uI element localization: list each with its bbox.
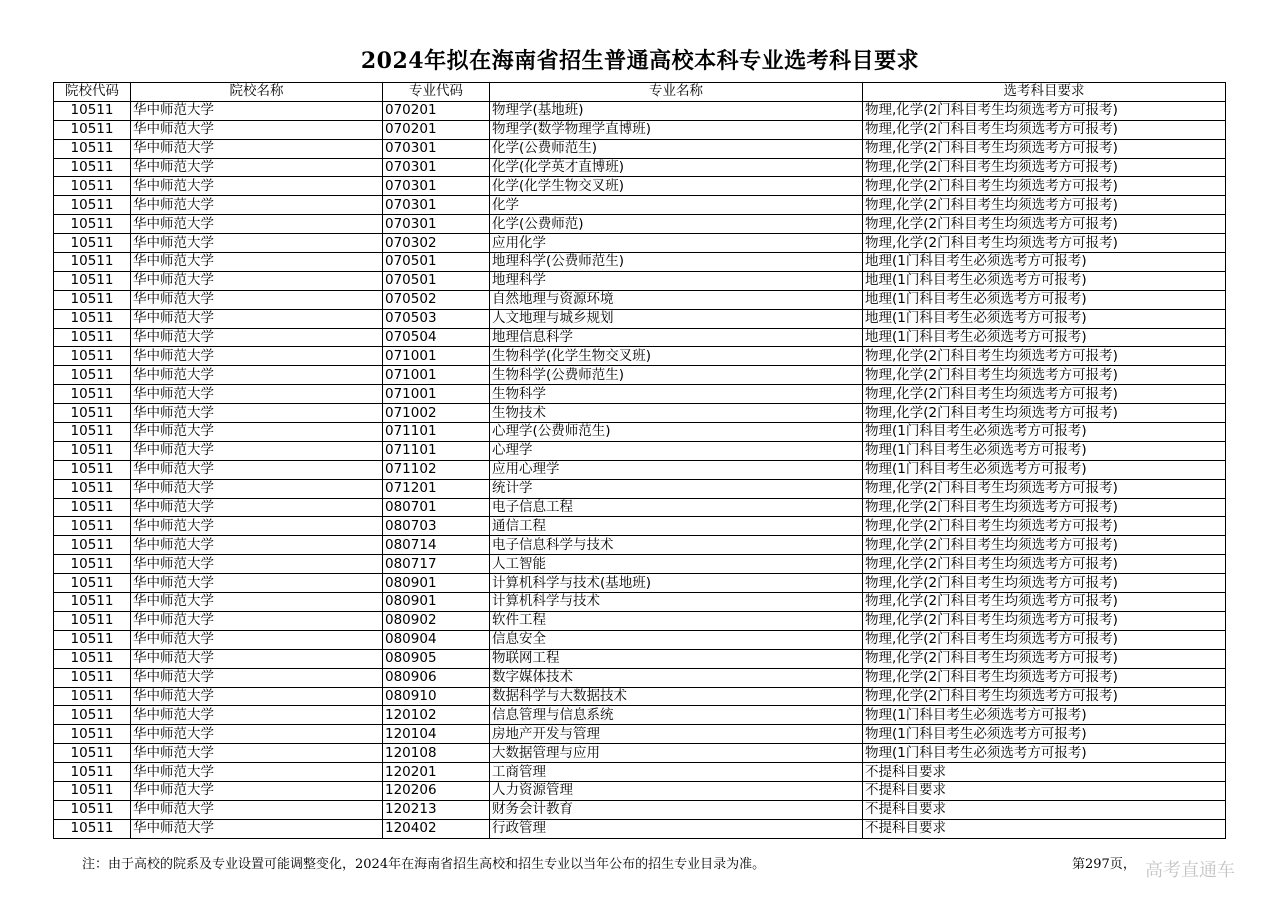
table-row xyxy=(54,347,1226,366)
subject-requirement-cell: 物理,化学(2门科目考生均须选考方可报考) xyxy=(863,158,1226,177)
school-code-cell: 10511 xyxy=(54,687,131,706)
major-code-cell: 120206 xyxy=(383,781,490,800)
school-name-cell: 华中师范大学 xyxy=(131,781,383,800)
school-code-cell: 10511 xyxy=(54,234,131,253)
school-code-cell: 10511 xyxy=(54,574,131,593)
table-row xyxy=(54,781,1226,800)
major-code-cell: 120213 xyxy=(383,800,490,819)
school-name-cell: 华中师范大学 xyxy=(131,271,383,290)
table-row xyxy=(54,800,1226,819)
subject-requirement-cell: 物理,化学(2门科目考生均须选考方可报考) xyxy=(863,479,1226,498)
school-name-cell: 华中师范大学 xyxy=(131,725,383,744)
major-name-cell: 化学(公费师范生) xyxy=(490,139,863,158)
school-name-cell: 华中师范大学 xyxy=(131,347,383,366)
table-row xyxy=(54,649,1226,668)
school-code-cell: 10511 xyxy=(54,309,131,328)
major-code-cell: 120201 xyxy=(383,763,490,782)
subject-requirement-cell: 物理,化学(2门科目考生均须选考方可报考) xyxy=(863,555,1226,574)
subject-requirement-cell: 物理,化学(2门科目考生均须选考方可报考) xyxy=(863,215,1226,234)
major-name-cell: 地理信息科学 xyxy=(490,328,863,347)
school-code-cell: 10511 xyxy=(54,706,131,725)
school-code-cell: 10511 xyxy=(54,385,131,404)
school-code-cell: 10511 xyxy=(54,441,131,460)
school-code-cell: 10511 xyxy=(54,328,131,347)
major-name-cell: 心理学 xyxy=(490,441,863,460)
school-name-cell: 华中师范大学 xyxy=(131,611,383,630)
subject-requirement-cell: 地理(1门科目考生必须选考方可报考) xyxy=(863,290,1226,309)
table-row xyxy=(54,819,1226,838)
subject-requirement-cell: 物理,化学(2门科目考生均须选考方可报考) xyxy=(863,120,1226,139)
major-name-cell: 地理科学(公费师范生) xyxy=(490,253,863,272)
school-code-cell: 10511 xyxy=(54,763,131,782)
school-name-cell: 华中师范大学 xyxy=(131,649,383,668)
school-code-cell: 10511 xyxy=(54,120,131,139)
school-code-cell: 10511 xyxy=(54,101,131,120)
major-code-cell: 080906 xyxy=(383,668,490,687)
major-name-cell: 生物科学(化学生物交叉班) xyxy=(490,347,863,366)
school-code-cell: 10511 xyxy=(54,593,131,612)
watermark-text: 高考直通车 xyxy=(1145,860,1235,881)
major-name-cell: 计算机科学与技术(基地班) xyxy=(490,574,863,593)
major-code-cell: 070302 xyxy=(383,234,490,253)
major-code-cell: 120402 xyxy=(383,819,490,838)
school-code-cell: 10511 xyxy=(54,290,131,309)
major-name-cell: 行政管理 xyxy=(490,819,863,838)
major-code-cell: 080717 xyxy=(383,555,490,574)
major-code-cell: 070504 xyxy=(383,328,490,347)
major-code-cell: 070502 xyxy=(383,290,490,309)
school-name-cell: 华中师范大学 xyxy=(131,498,383,517)
school-code-cell: 10511 xyxy=(54,498,131,517)
major-name-cell: 人力资源管理 xyxy=(490,781,863,800)
major-code-cell: 120108 xyxy=(383,744,490,763)
subject-requirement-cell: 物理(1门科目考生必须选考方可报考) xyxy=(863,744,1226,763)
major-name-cell: 地理科学 xyxy=(490,271,863,290)
school-name-cell: 华中师范大学 xyxy=(131,819,383,838)
table-row xyxy=(54,706,1226,725)
table-row xyxy=(54,290,1226,309)
major-code-cell: 070503 xyxy=(383,309,490,328)
subject-requirement-cell: 物理,化学(2门科目考生均须选考方可报考) xyxy=(863,687,1226,706)
school-name-cell: 华中师范大学 xyxy=(131,517,383,536)
school-name-cell: 华中师范大学 xyxy=(131,215,383,234)
school-code-cell: 10511 xyxy=(54,744,131,763)
major-name-cell: 数字媒体技术 xyxy=(490,668,863,687)
school-code-cell: 10511 xyxy=(54,271,131,290)
school-name-cell: 华中师范大学 xyxy=(131,441,383,460)
subject-requirement-cell: 物理(1门科目考生必须选考方可报考) xyxy=(863,441,1226,460)
major-code-cell: 080901 xyxy=(383,593,490,612)
school-name-cell: 华中师范大学 xyxy=(131,630,383,649)
subject-requirement-cell: 物理,化学(2门科目考生均须选考方可报考) xyxy=(863,234,1226,253)
major-name-cell: 数据科学与大数据技术 xyxy=(490,687,863,706)
major-code-cell: 080902 xyxy=(383,611,490,630)
major-code-cell: 080703 xyxy=(383,517,490,536)
subject-requirement-cell: 物理,化学(2门科目考生均须选考方可报考) xyxy=(863,498,1226,517)
subject-requirement-cell: 物理,化学(2门科目考生均须选考方可报考) xyxy=(863,177,1226,196)
subject-requirement-cell: 物理,化学(2门科目考生均须选考方可报考) xyxy=(863,196,1226,215)
school-code-cell: 10511 xyxy=(54,611,131,630)
subject-requirement-cell: 物理,化学(2门科目考生均须选考方可报考) xyxy=(863,347,1226,366)
table-row xyxy=(54,460,1226,479)
major-name-cell: 通信工程 xyxy=(490,517,863,536)
major-code-cell: 071001 xyxy=(383,347,490,366)
major-name-cell: 房地产开发与管理 xyxy=(490,725,863,744)
header-major-name: 专业名称 xyxy=(490,83,863,102)
major-code-cell: 070301 xyxy=(383,158,490,177)
header-major-code: 专业代码 xyxy=(383,83,490,102)
school-code-cell: 10511 xyxy=(54,725,131,744)
major-code-cell: 071001 xyxy=(383,385,490,404)
table-row xyxy=(54,385,1226,404)
table-row xyxy=(54,271,1226,290)
school-name-cell: 华中师范大学 xyxy=(131,800,383,819)
major-name-cell: 生物科学 xyxy=(490,385,863,404)
subject-requirement-cell: 物理,化学(2门科目考生均须选考方可报考) xyxy=(863,101,1226,120)
school-name-cell: 华中师范大学 xyxy=(131,120,383,139)
school-name-cell: 华中师范大学 xyxy=(131,687,383,706)
school-code-cell: 10511 xyxy=(54,215,131,234)
school-code-cell: 10511 xyxy=(54,555,131,574)
school-name-cell: 华中师范大学 xyxy=(131,366,383,385)
school-name-cell: 华中师范大学 xyxy=(131,460,383,479)
major-name-cell: 信息管理与信息系统 xyxy=(490,706,863,725)
school-code-cell: 10511 xyxy=(54,479,131,498)
school-name-cell: 华中师范大学 xyxy=(131,139,383,158)
subject-requirement-cell: 物理,化学(2门科目考生均须选考方可报考) xyxy=(863,385,1226,404)
school-code-cell: 10511 xyxy=(54,158,131,177)
school-name-cell: 华中师范大学 xyxy=(131,593,383,612)
page-title: 2024年拟在海南省招生普通高校本科专业选考科目要求 xyxy=(360,48,920,74)
major-name-cell: 财务会计教育 xyxy=(490,800,863,819)
table-row xyxy=(54,555,1226,574)
major-code-cell: 070301 xyxy=(383,196,490,215)
subject-requirement-cell: 物理,化学(2门科目考生均须选考方可报考) xyxy=(863,611,1226,630)
major-code-cell: 080904 xyxy=(383,630,490,649)
major-name-cell: 生物技术 xyxy=(490,404,863,423)
school-name-cell: 华中师范大学 xyxy=(131,234,383,253)
subject-requirement-cell: 物理,化学(2门科目考生均须选考方可报考) xyxy=(863,574,1226,593)
table-row xyxy=(54,630,1226,649)
school-name-cell: 华中师范大学 xyxy=(131,555,383,574)
major-code-cell: 070301 xyxy=(383,215,490,234)
table-row xyxy=(54,120,1226,139)
school-name-cell: 华中师范大学 xyxy=(131,290,383,309)
subject-requirement-cell: 物理,化学(2门科目考生均须选考方可报考) xyxy=(863,366,1226,385)
major-name-cell: 化学(公费师范) xyxy=(490,215,863,234)
school-code-cell: 10511 xyxy=(54,423,131,442)
school-name-cell: 华中师范大学 xyxy=(131,536,383,555)
table-row xyxy=(54,423,1226,442)
subject-requirement-cell: 物理,化学(2门科目考生均须选考方可报考) xyxy=(863,404,1226,423)
major-code-cell: 120102 xyxy=(383,706,490,725)
major-name-cell: 物理学(基地班) xyxy=(490,101,863,120)
school-code-cell: 10511 xyxy=(54,196,131,215)
table-row xyxy=(54,725,1226,744)
major-name-cell: 化学(化学英才直博班) xyxy=(490,158,863,177)
table-row xyxy=(54,536,1226,555)
school-name-cell: 华中师范大学 xyxy=(131,479,383,498)
major-name-cell: 化学 xyxy=(490,196,863,215)
major-code-cell: 120104 xyxy=(383,725,490,744)
major-name-cell: 大数据管理与应用 xyxy=(490,744,863,763)
school-name-cell: 华中师范大学 xyxy=(131,196,383,215)
school-code-cell: 10511 xyxy=(54,460,131,479)
school-code-cell: 10511 xyxy=(54,139,131,158)
subject-requirement-cell: 不提科目要求 xyxy=(863,819,1226,838)
table-row xyxy=(54,498,1226,517)
major-name-cell: 计算机科学与技术 xyxy=(490,593,863,612)
header-subject-requirement: 选考科目要求 xyxy=(863,83,1226,102)
table-row xyxy=(54,101,1226,120)
subject-requirement-cell: 物理(1门科目考生必须选考方可报考) xyxy=(863,423,1226,442)
major-code-cell: 071001 xyxy=(383,366,490,385)
school-code-cell: 10511 xyxy=(54,177,131,196)
footer-note: 注：由于高校的院系及专业设置可能调整变化，2024年在海南省招生高校和招生专业以当年公布的招生专业目录为准。 xyxy=(82,857,766,872)
school-name-cell: 华中师范大学 xyxy=(131,423,383,442)
table-row xyxy=(54,158,1226,177)
page-number: 第297页， xyxy=(1072,857,1136,872)
table-row xyxy=(54,744,1226,763)
school-code-cell: 10511 xyxy=(54,819,131,838)
table-row xyxy=(54,253,1226,272)
school-code-cell: 10511 xyxy=(54,404,131,423)
table-row xyxy=(54,196,1226,215)
major-name-cell: 工商管理 xyxy=(490,763,863,782)
school-code-cell: 10511 xyxy=(54,347,131,366)
major-name-cell: 统计学 xyxy=(490,479,863,498)
subject-requirement-cell: 物理,化学(2门科目考生均须选考方可报考) xyxy=(863,668,1226,687)
school-name-cell: 华中师范大学 xyxy=(131,744,383,763)
major-code-cell: 070301 xyxy=(383,139,490,158)
major-name-cell: 心理学(公费师范生) xyxy=(490,423,863,442)
table-row xyxy=(54,177,1226,196)
major-code-cell: 080910 xyxy=(383,687,490,706)
subject-requirement-cell: 地理(1门科目考生必须选考方可报考) xyxy=(863,253,1226,272)
school-code-cell: 10511 xyxy=(54,649,131,668)
school-name-cell: 华中师范大学 xyxy=(131,668,383,687)
table-row xyxy=(54,441,1226,460)
major-code-cell: 070501 xyxy=(383,253,490,272)
school-name-cell: 华中师范大学 xyxy=(131,158,383,177)
table-row xyxy=(54,687,1226,706)
major-code-cell: 071102 xyxy=(383,460,490,479)
school-code-cell: 10511 xyxy=(54,800,131,819)
school-code-cell: 10511 xyxy=(54,366,131,385)
subject-requirement-cell: 物理,化学(2门科目考生均须选考方可报考) xyxy=(863,536,1226,555)
subject-requirement-cell: 物理,化学(2门科目考生均须选考方可报考) xyxy=(863,649,1226,668)
school-code-cell: 10511 xyxy=(54,630,131,649)
header-school-name: 院校名称 xyxy=(131,83,383,102)
school-code-cell: 10511 xyxy=(54,668,131,687)
subject-requirement-cell: 地理(1门科目考生必须选考方可报考) xyxy=(863,309,1226,328)
major-code-cell: 070301 xyxy=(383,177,490,196)
table-row xyxy=(54,574,1226,593)
subject-requirement-cell: 物理(1门科目考生必须选考方可报考) xyxy=(863,706,1226,725)
table-row xyxy=(54,366,1226,385)
major-code-cell: 080701 xyxy=(383,498,490,517)
major-code-cell: 071101 xyxy=(383,441,490,460)
table-row xyxy=(54,611,1226,630)
subject-requirements-table xyxy=(53,82,1226,839)
table-row xyxy=(54,479,1226,498)
major-code-cell: 080714 xyxy=(383,536,490,555)
table-row xyxy=(54,215,1226,234)
major-name-cell: 化学(化学生物交叉班) xyxy=(490,177,863,196)
major-name-cell: 电子信息工程 xyxy=(490,498,863,517)
major-name-cell: 人文地理与城乡规划 xyxy=(490,309,863,328)
major-name-cell: 软件工程 xyxy=(490,611,863,630)
table-body xyxy=(54,101,1226,838)
major-name-cell: 电子信息科学与技术 xyxy=(490,536,863,555)
table-row xyxy=(54,593,1226,612)
school-name-cell: 华中师范大学 xyxy=(131,574,383,593)
header-school-code: 院校代码 xyxy=(54,83,131,102)
school-name-cell: 华中师范大学 xyxy=(131,763,383,782)
subject-requirement-cell: 物理,化学(2门科目考生均须选考方可报考) xyxy=(863,517,1226,536)
subject-requirement-cell: 地理(1门科目考生必须选考方可报考) xyxy=(863,271,1226,290)
table-row xyxy=(54,328,1226,347)
major-name-cell: 物理学(数学物理学直博班) xyxy=(490,120,863,139)
subject-requirement-cell: 物理,化学(2门科目考生均须选考方可报考) xyxy=(863,630,1226,649)
subject-requirement-cell: 不提科目要求 xyxy=(863,800,1226,819)
school-name-cell: 华中师范大学 xyxy=(131,706,383,725)
school-name-cell: 华中师范大学 xyxy=(131,177,383,196)
subject-requirement-cell: 物理,化学(2门科目考生均须选考方可报考) xyxy=(863,593,1226,612)
table-row xyxy=(54,517,1226,536)
subject-requirement-cell: 不提科目要求 xyxy=(863,781,1226,800)
table-row xyxy=(54,668,1226,687)
subject-requirement-cell: 物理(1门科目考生必须选考方可报考) xyxy=(863,725,1226,744)
major-code-cell: 070201 xyxy=(383,101,490,120)
subject-requirement-cell: 物理(1门科目考生必须选考方可报考) xyxy=(863,460,1226,479)
major-name-cell: 应用心理学 xyxy=(490,460,863,479)
major-name-cell: 信息安全 xyxy=(490,630,863,649)
table-row xyxy=(54,309,1226,328)
major-code-cell: 071101 xyxy=(383,423,490,442)
school-code-cell: 10511 xyxy=(54,536,131,555)
major-code-cell: 071201 xyxy=(383,479,490,498)
subject-requirement-cell: 地理(1门科目考生必须选考方可报考) xyxy=(863,328,1226,347)
major-name-cell: 人工智能 xyxy=(490,555,863,574)
major-code-cell: 080905 xyxy=(383,649,490,668)
school-name-cell: 华中师范大学 xyxy=(131,328,383,347)
major-code-cell: 070501 xyxy=(383,271,490,290)
major-name-cell: 生物科学(公费师范生) xyxy=(490,366,863,385)
table-header-row xyxy=(54,83,1226,102)
major-name-cell: 应用化学 xyxy=(490,234,863,253)
school-code-cell: 10511 xyxy=(54,781,131,800)
major-name-cell: 物联网工程 xyxy=(490,649,863,668)
subject-requirement-cell: 物理,化学(2门科目考生均须选考方可报考) xyxy=(863,139,1226,158)
table-row xyxy=(54,234,1226,253)
school-name-cell: 华中师范大学 xyxy=(131,101,383,120)
school-name-cell: 华中师范大学 xyxy=(131,385,383,404)
major-code-cell: 071002 xyxy=(383,404,490,423)
table-row xyxy=(54,404,1226,423)
school-code-cell: 10511 xyxy=(54,253,131,272)
school-name-cell: 华中师范大学 xyxy=(131,309,383,328)
school-name-cell: 华中师范大学 xyxy=(131,253,383,272)
table-row xyxy=(54,139,1226,158)
school-name-cell: 华中师范大学 xyxy=(131,404,383,423)
subject-requirement-cell: 不提科目要求 xyxy=(863,763,1226,782)
table-row xyxy=(54,763,1226,782)
school-code-cell: 10511 xyxy=(54,517,131,536)
major-code-cell: 070201 xyxy=(383,120,490,139)
major-name-cell: 自然地理与资源环境 xyxy=(490,290,863,309)
major-code-cell: 080901 xyxy=(383,574,490,593)
